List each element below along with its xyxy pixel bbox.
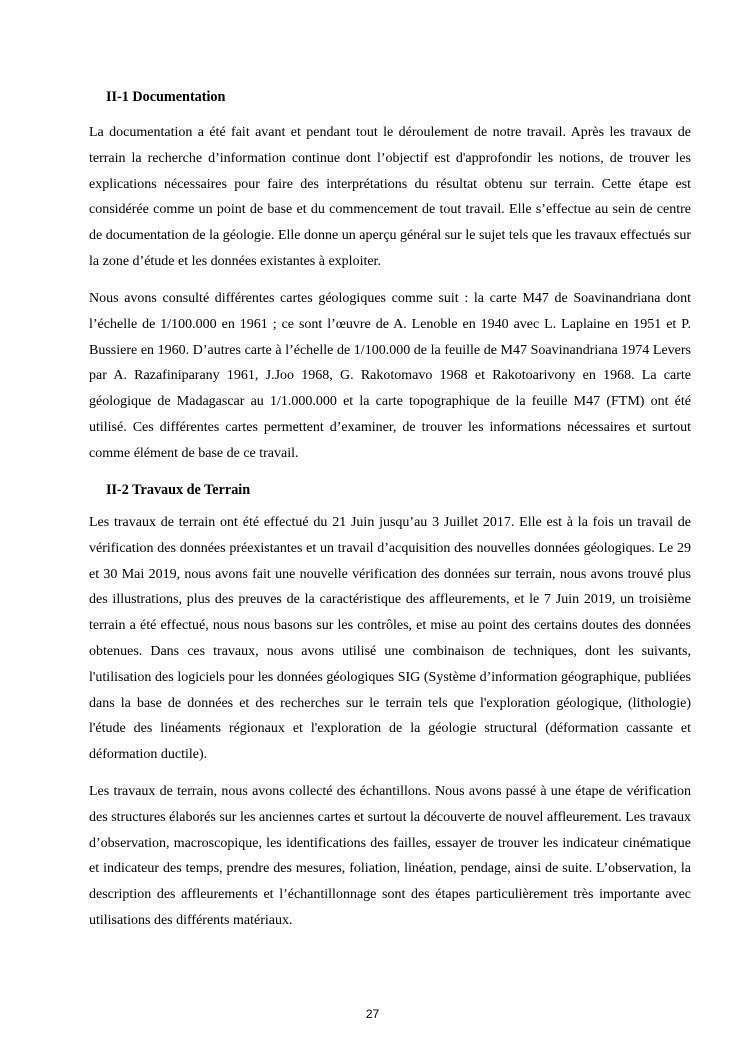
- section-heading-documentation: II-1 Documentation: [106, 89, 226, 105]
- page-number: 27: [365, 1007, 380, 1021]
- paragraph-documentation-2: Nous avons consulté différentes cartes géologiques comme suit : la carte M47 de Soavinandriana dont l’échelle de 1/100.000 en 1961 ; ce sont l’œuvre de A. Lenoble en 1940 avec L. Laplaine en 1951 et P. Bussiere en 1960. D’autres carte à l’échelle de 1/100.000 de la feuille de M47 Soavinandriana 1974 Levers par A. Razafiniparany 1961, J.Joo 1968, G. Rakotomavo 1968 et Rakotoarivony en 1968. La carte géologique de Madagascar au 1/1.000.000 et la carte topographique de la feuille M47 (FTM) ont été utilisé. Ces différentes cartes permettent d’examiner, de trouver les informations nécessaires et surtout comme élément de base de ce travail.: [89, 291, 691, 461]
- section-heading-travaux-terrain: II-2 Travaux de Terrain: [106, 482, 251, 498]
- paragraph-terrain-1: Les travaux de terrain ont été effectué du 21 Juin jusqu’au 3 Juillet 2017. Elle est à la fois un travail de vérification des données préexistantes et un travail d’acquisition des nouvelles données géologiques. Le 29 et 30 Mai 2019, nous avons fait une nouvelle vérification des données sur terrain, nous avons trouvé plus des illustrations, plus des preuves de la caractéristique des affleurements, et le 7 Juin 2019, un troisième terrain a été effectué, nous nous basons sur les contrôles, et mise au point des certains doutes des données obtenues. Dans ces travaux, nous avons utilisé une combinaison de techniques, dont les suivants, l'utilisation des logiciels pour les données géologiques SIG (Système d’information géographique, publiées dans la base de données et des recherches sur le terrain tels que l'exploration géologique, (lithologie) l'étude des linéaments régionaux et l'exploration de la géologie structural (déformation cassante et déformation ductile).: [89, 515, 691, 763]
- paragraph-documentation-1: La documentation a été fait avant et pendant tout le déroulement de notre travail. Après les travaux de terrain la recherche d’information continue dont l’objectif est d'approfondir les notions, de trouver les explications nécessaires pour faire des interprétations du résultat obtenu sur terrain. Cette étape est considérée comme un point de base et du commencement de tout travail. Elle s’effectue au sein de centre de documentation de la géologie. Elle donne un aperçu général sur le sujet tels que les travaux effectués sur la zone d’étude et les données existantes à exploiter.: [89, 125, 691, 269]
- paragraph-terrain-2: Les travaux de terrain, nous avons collecté des échantillons. Nous avons passé à une étape de vérification des structures élaborés sur les anciennes cartes et surtout la découverte de nouvel affleurement. Les travaux d’observation, macroscopique, les identifications des failles, essayer de trouver les indicateur cinématique et indicateur des temps, prendre des mesures, foliation, linéation, pendage, ainsi de suite. L’observation, la description des affleurements et l’échantillonnage sont des étapes particulièrement très importante avec utilisations des différents matériaux.: [89, 784, 691, 928]
